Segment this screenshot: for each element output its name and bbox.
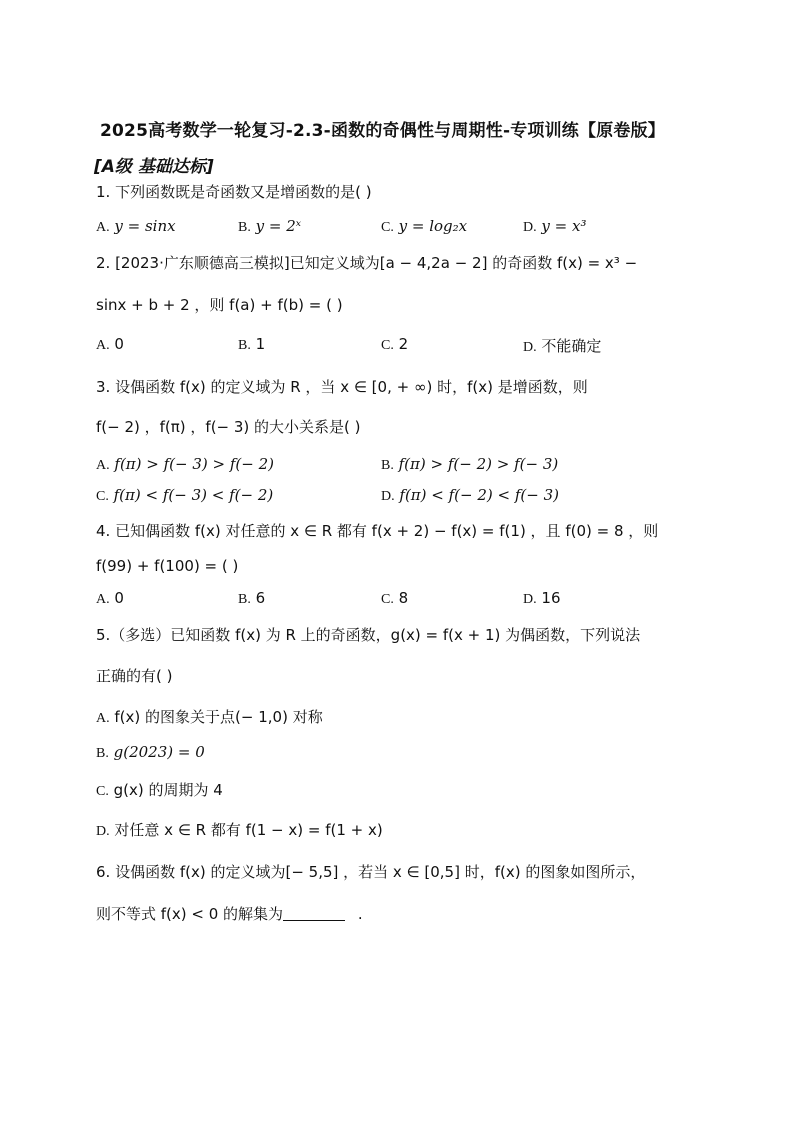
question-2-stem-line-1: 2. [2023·广东顺德高三模拟]已知定义域为[a − 4,2a − 2] 的奇函数 f(x) = x³ − (96, 254, 638, 272)
q1-option-a (96, 217, 176, 236)
option-label: D. (523, 220, 537, 235)
option-text: 6 (255, 589, 266, 607)
option-text: 16 (541, 589, 561, 607)
option-label: C. (96, 489, 109, 504)
question-2-stem-line-2: sinx + b + 2 ，则 f(a) + f(b) = ( ) (96, 296, 343, 314)
question-6-stem-text: 则不等式 f(x) < 0 的解集为 (96, 905, 284, 923)
q2-option-d (523, 335, 601, 356)
option-text: 对任意 x ∈ R 都有 f(1 − x) = f(1 + x) (114, 821, 383, 839)
answer-blank[interactable] (283, 906, 345, 921)
question-5-stem-line-1: 5.（多选）已知函数 f(x) 为 R 上的奇函数，g(x) = f(x + 1) 为偶函数，下列说法 (96, 626, 641, 644)
option-text: y = x³ (541, 217, 587, 235)
option-text: 0 (114, 335, 124, 353)
option-label: B. (96, 746, 109, 761)
q4-option-b (238, 589, 265, 608)
q2-option-c (381, 335, 408, 354)
question-4-stem-line-2: f(99) + f(100) = ( ) (96, 557, 239, 575)
q2-option-a (96, 335, 124, 354)
question-6-tail: . (357, 905, 363, 923)
option-text: 8 (398, 589, 409, 607)
q3-option-d (381, 486, 559, 505)
q1-option-c (381, 217, 467, 236)
option-text: y = 2ˣ (255, 217, 302, 235)
option-text: y = sinx (114, 217, 176, 235)
option-label: A. (96, 458, 110, 473)
option-label: C. (381, 338, 394, 353)
option-label: A. (96, 592, 110, 607)
q2-option-b (238, 335, 265, 354)
question-6-stem-line-2 (96, 903, 363, 924)
document-title: 2025高考数学一轮复习-2.3-函数的奇偶性与周期性-专项训练【原卷版】 (100, 121, 665, 141)
option-text: g(x) 的周期为 4 (113, 781, 223, 799)
option-label: A. (96, 711, 110, 726)
option-label: A. (96, 338, 110, 353)
option-label: D. (381, 489, 395, 504)
q4-option-c (381, 589, 408, 608)
section-level-heading: [A级 基础达标] (94, 157, 214, 177)
q4-option-d (523, 589, 561, 608)
q5-option-c (96, 779, 223, 800)
question-3-stem-line-2: f(− 2) ，f(π) ，f(− 3) 的大小关系是( ) (96, 418, 361, 436)
q3-option-c (96, 486, 273, 505)
option-text: g(2023) = 0 (113, 743, 205, 761)
option-text: f(x) 的图象关于点(− 1,0) 对称 (114, 708, 323, 726)
option-text: f(π) < f(− 2) < f(− 3) (399, 486, 560, 504)
q3-option-b (381, 455, 558, 474)
option-label: B. (238, 592, 251, 607)
option-text: f(π) > f(− 2) > f(− 3) (398, 455, 559, 473)
option-label: A. (96, 220, 110, 235)
question-5-stem-line-2: 正确的有( ) (96, 667, 173, 685)
question-3-stem-line-1: 3. 设偶函数 f(x) 的定义域为 R ，当 x ∈ [0, + ∞) 时，f(x) 是增函数，则 (96, 378, 588, 396)
q5-option-a (96, 706, 323, 727)
question-1-stem: 1. 下列函数既是奇函数又是增函数的是( ) (96, 183, 372, 201)
option-text: y = log₂x (398, 217, 468, 235)
option-label: B. (238, 338, 251, 353)
option-label: C. (96, 784, 109, 799)
option-label: D. (523, 340, 537, 355)
option-text: 不能确定 (541, 337, 602, 355)
option-text: 0 (114, 589, 124, 607)
q1-option-d (523, 217, 586, 236)
option-text: 1 (255, 335, 266, 353)
option-label: D. (523, 592, 537, 607)
option-label: B. (238, 220, 251, 235)
option-label: D. (96, 824, 110, 839)
option-text: 2 (398, 335, 409, 353)
question-4-stem-line-1: 4. 已知偶函数 f(x) 对任意的 x ∈ R 都有 f(x + 2) − f(x) = f(1) ，且 f(0) = 8 ，则 (96, 522, 659, 540)
option-label: C. (381, 592, 394, 607)
q5-option-b (96, 743, 205, 762)
q4-option-a (96, 589, 124, 608)
q1-option-b (238, 217, 301, 236)
option-text: f(π) > f(− 3) > f(− 2) (114, 455, 275, 473)
option-label: B. (381, 458, 394, 473)
question-6-stem-line-1: 6. 设偶函数 f(x) 的定义域为[− 5,5] ，若当 x ∈ [0,5] 时，f(x) 的图象如图所示， (96, 863, 646, 881)
q5-option-d (96, 819, 383, 840)
q3-option-a (96, 455, 274, 474)
option-label: C. (381, 220, 394, 235)
option-text: f(π) < f(− 3) < f(− 2) (113, 486, 274, 504)
